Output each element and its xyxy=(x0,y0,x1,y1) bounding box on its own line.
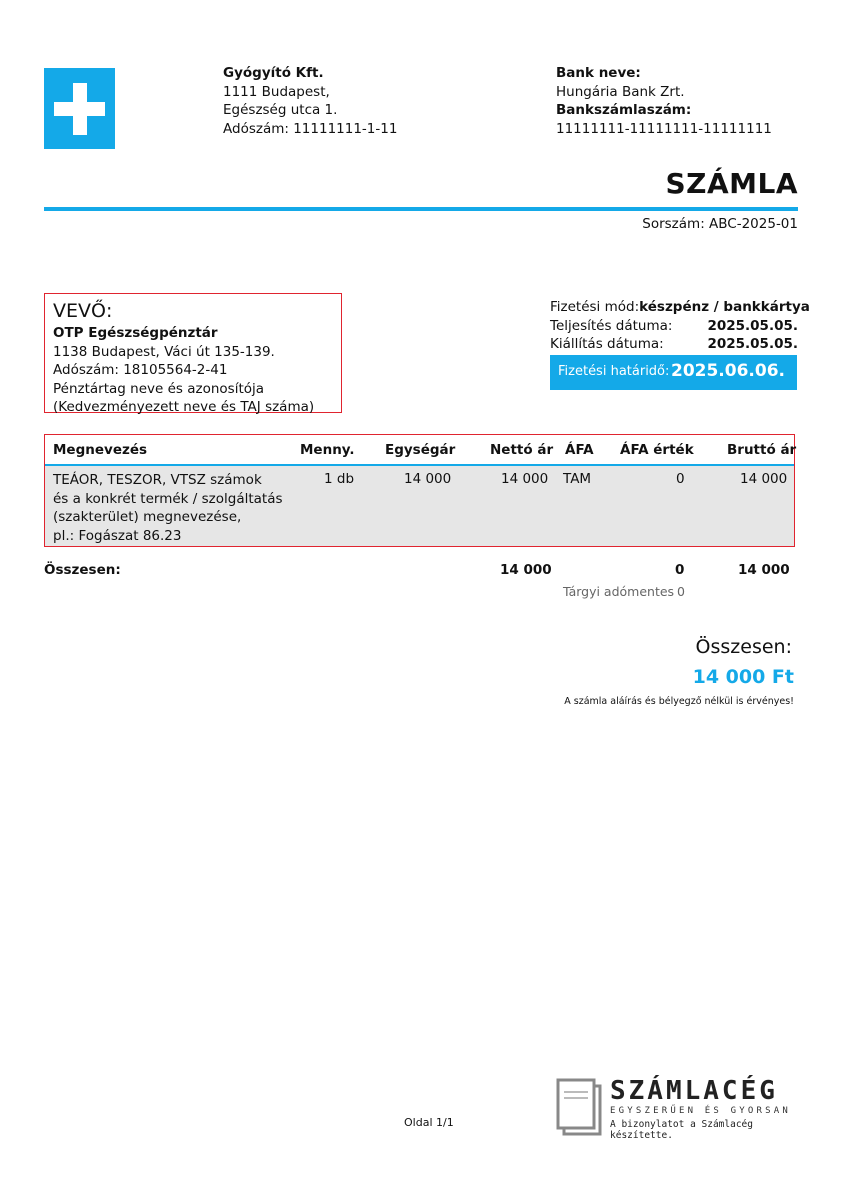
payment-method-row xyxy=(550,298,810,317)
table-row xyxy=(45,466,794,546)
row-qty: 1 db xyxy=(324,471,355,487)
due-date-value: 2025.06.06. xyxy=(670,361,785,381)
row-description-line: TEÁOR, TESZOR, VTSZ számok xyxy=(53,472,262,488)
title-rule xyxy=(44,207,798,211)
bank-block xyxy=(556,64,772,138)
page-number: Oldal 1/1 xyxy=(404,1116,454,1129)
company-logo xyxy=(44,68,115,149)
issuer-name: Gyógyító Kft. xyxy=(223,65,324,81)
issue-date-label: Kiállítás dátuma: xyxy=(550,336,664,352)
grand-total-label: Összesen: xyxy=(695,636,792,658)
serial-number: Sorszám: ABC-2025-01 xyxy=(642,216,798,232)
tax-exempt-value: 0 xyxy=(677,584,685,599)
header-vat-value: ÁFA érték xyxy=(620,442,694,458)
grand-total-value: 14 000 Ft xyxy=(692,666,794,688)
row-description-line: és a konkrét termék / szolgáltatás xyxy=(53,490,283,507)
buyer-member-line-1: Pénztártag neve és azonosítója xyxy=(53,380,265,397)
row-gross: 14 000 xyxy=(740,471,788,487)
bank-name-label: Bank neve: xyxy=(556,65,641,81)
fulfilment-date-label: Teljesítés dátuma: xyxy=(550,317,673,334)
issue-date-row xyxy=(550,335,798,354)
header-name: Megnevezés xyxy=(53,442,148,458)
row-vat: TAM xyxy=(563,471,592,487)
brand-name: SZÁMLACÉG xyxy=(610,1076,778,1106)
validity-note: A számla aláírás és bélyegző nélkül is érvényes! xyxy=(564,696,794,707)
row-vat-value: 0 xyxy=(676,471,685,487)
bank-account: 11111111-11111111-11111111 xyxy=(556,120,772,137)
payment-method-label: Fizetési mód: xyxy=(550,299,640,315)
buyer-name: OTP Egészségpénztár xyxy=(53,325,218,341)
bank-account-label: Bankszámlaszám: xyxy=(556,102,692,118)
bank-name: Hungária Bank Zrt. xyxy=(556,83,685,100)
table-header xyxy=(45,435,797,466)
payment-info xyxy=(550,298,810,354)
issue-date-value: 2025.05.05. xyxy=(707,336,798,352)
row-unit-price: 14 000 xyxy=(404,471,452,487)
document-title: SZÁMLA xyxy=(665,167,798,200)
header-qty: Menny. xyxy=(300,442,355,458)
header-unit-price: Egységár xyxy=(385,442,456,458)
issuer-block xyxy=(223,64,397,138)
items-table xyxy=(44,434,795,547)
buyer-tax-id: Adószám: 18105564-2-41 xyxy=(53,362,228,378)
brand-block xyxy=(556,1076,816,1146)
fulfilment-date-row xyxy=(550,317,798,336)
buyer-member-line-2: (Kedvezményezett neve és TAJ száma) xyxy=(53,399,315,415)
row-description-line: pl.: Fogászat 86.23 xyxy=(53,527,182,544)
brand-made-by: A bizonylatot a Számlacég készítette. xyxy=(610,1119,753,1141)
header-net: Nettó ár xyxy=(490,442,554,458)
row-net: 14 000 xyxy=(501,471,549,487)
header-gross: Bruttó ár xyxy=(727,442,797,458)
issuer-tax-id: Adószám: 11111111-1-11 xyxy=(223,120,398,137)
totals-net: 14 000 xyxy=(500,562,552,578)
due-date-label: Fizetési határidő: xyxy=(558,364,670,379)
row-description-line: (szakterület) megnevezése, xyxy=(53,509,242,525)
issuer-address-1: 1111 Budapest, xyxy=(223,83,330,100)
header-vat: ÁFA xyxy=(565,442,594,458)
document-stack-icon xyxy=(556,1078,606,1138)
totals-label: Összesen: xyxy=(44,562,121,578)
tax-exempt-label: Tárgyi adómentes xyxy=(563,584,675,599)
buyer-box xyxy=(44,293,342,413)
fulfilment-date-value: 2025.05.05. xyxy=(707,317,798,334)
totals-vat: 0 xyxy=(675,562,685,578)
buyer-address: 1138 Budapest, Váci út 135-139. xyxy=(53,343,275,360)
payment-method-value: készpénz / bankkártya xyxy=(639,299,810,315)
buyer-heading: VEVŐ: xyxy=(53,300,113,322)
brand-tagline: EGYSZERŰEN ÉS GYORSAN xyxy=(610,1106,791,1116)
issuer-address-2: Egészség utca 1. xyxy=(223,102,338,118)
due-date-banner xyxy=(550,355,797,390)
row-description xyxy=(53,471,283,545)
totals-gross: 14 000 xyxy=(738,562,790,578)
